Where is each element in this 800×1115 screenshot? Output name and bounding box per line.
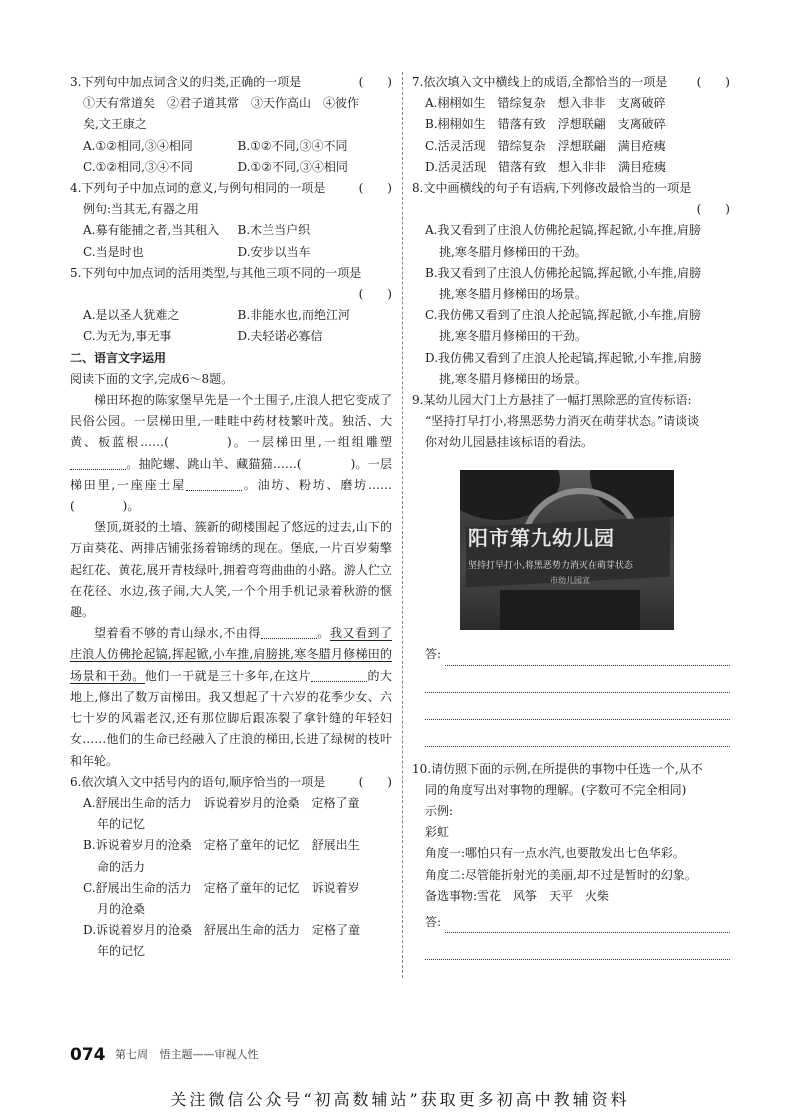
left-column <box>70 72 392 963</box>
question-3 <box>70 72 392 178</box>
q9-answer-line-4[interactable] <box>425 720 730 747</box>
q5-option-b: B.非能水也,而绝江河 <box>237 308 350 323</box>
promo-note: 关注微信公众号“初高数辅站”获取更多初高中教辅资料 <box>170 1090 630 1109</box>
q10-angle-2: 角度二:尽管能折射光的美丽,却不过是暂时的幻象。 <box>425 867 697 882</box>
q5-option-c: C.为无为,事无事 <box>83 329 172 344</box>
q9-answer-label: 答: <box>425 647 442 662</box>
q10-angle-1: 角度一:哪怕只有一点水汽,也要散发出七色华彩。 <box>425 846 685 861</box>
q4-answer-paren: ( ) <box>358 181 392 196</box>
blank-4 <box>311 667 367 682</box>
q5-option-d: D.夫轻诺必寡信 <box>237 329 323 344</box>
q10-stem-line-1: 10.请仿照下面的示例,在所提供的事物中任选一个,从不 <box>412 761 703 776</box>
photo-sign-name: 阳市第九幼儿园 <box>468 525 615 550</box>
q7-answer-paren: ( ) <box>696 75 730 89</box>
passage-paragraph-3: 望着看不够的青山绿水,不由得 。我又看到了庄浪人仿佛抡起镐,挥起锨,小车推,肩膀挑,寒冬腊月修梯田的场景和干劲。他们一干就是三十多年,在这片 的大地上,修出了数万亩梯田。我又想起了十六岁的花季少女、六七十岁的风霜老汉,还有那位脚后跟冻裂了拿针缝的年轻妇女……他们的生命已经融入了庄浪的梯田,长进了绿树的枝叶和年轮。 <box>70 626 392 768</box>
question-8: 8.文中画横线的句子有语病,下列修改最恰当的一项是 ( ) A.我又看到了庄浪人仿佛抡起镐,挥起锨,小车推,肩膀 挑,寒冬腊月修梯田的干劲。 B.我又看到了庄浪人仿佛抡起镐,挥起锨,小车推,肩膀 挑,寒冬腊月修梯田的场景。 C.我仿佛又看到了庄浪人抡起镐,挥起锨,小车推,肩膀 挑,寒冬腊月修梯田的干劲。 D.我仿佛又看到了庄浪人抡起镐,挥起锨,小车推,肩膀 挑,寒冬腊月修梯田的场景。 <box>412 178 730 390</box>
page-footer <box>70 1045 259 1065</box>
question-5 <box>70 263 392 348</box>
q9-stem-line-1: 9.某幼儿园大门上方悬挂了一幅打黑除恶的宣传标语: <box>412 393 692 408</box>
q7-option-b: B.栩栩如生 错落有致 浮想联翩 支离破碎 <box>425 117 666 132</box>
footer-theme: 悟主题——审视人性 <box>159 1048 259 1061</box>
q8-option-b: B.我又看到了庄浪人仿佛抡起镐,挥起锨,小车推,肩膀 <box>425 265 702 280</box>
q8-option-c: C.我仿佛又看到了庄浪人抡起镐,挥起锨,小车推,肩膀 <box>425 308 702 323</box>
q4-option-a: A.募有能捕之者,当其租入 <box>83 223 220 238</box>
question-7 <box>412 72 730 178</box>
q4-example: 例句:当其无,有器之用 <box>83 202 199 217</box>
q5-answer-paren: ( ) <box>358 287 392 302</box>
q8-option-a: A.我又看到了庄浪人仿佛抡起镐,挥起锨,小车推,肩膀 <box>425 223 701 238</box>
q3-line-2: 矣,文王康之 <box>83 117 147 132</box>
q8-option-d: D.我仿佛又看到了庄浪人抡起镐,挥起锨,小车推,肩膀 <box>425 350 702 365</box>
q3-option-b: B.①②不同,③④不同 <box>237 138 348 153</box>
reading-passage <box>70 390 392 772</box>
q3-option-d: D.①②不同,③④相同 <box>237 159 348 174</box>
question-4 <box>70 178 392 263</box>
blank-1 <box>70 455 126 470</box>
q8-stem: 8.文中画横线的句子有语病,下列修改最恰当的一项是 <box>412 181 692 196</box>
footer-week: 第七周 <box>115 1048 148 1061</box>
q10-choices: 备选事物:雪花 风筝 天平 火柴 <box>425 888 610 903</box>
q3-option-c: C.①②相同,③④不同 <box>83 159 193 174</box>
photo-sign-footer: 市幼儿园宣 <box>550 575 590 585</box>
q7-option-a: A.栩栩如生 错综复杂 想入非非 支离破碎 <box>425 96 666 111</box>
blank-2 <box>186 476 242 491</box>
q4-option-d: D.安步以当车 <box>237 244 311 259</box>
q4-stem: 4.下列句子中加点词的意义,与例句相同的一项是 <box>70 181 326 196</box>
q3-line-1: ①天有常道矣 ②君子道其常 ③天作高山 ④彼作 <box>83 96 360 111</box>
q9-answer-line-3[interactable] <box>425 693 730 720</box>
q5-option-a: A.是以圣人犹难之 <box>83 308 180 323</box>
column-separator <box>402 72 403 978</box>
q7-option-c: C.活灵活现 错综复杂 浮想联翩 满目疮痍 <box>425 138 666 153</box>
q7-stem: 7.依次填入文中横线上的成语,全都恰当的一项是 <box>412 75 668 89</box>
question-9 <box>412 390 730 747</box>
q7-option-d: D.活灵活现 错落有致 想入非非 满目疮痍 <box>425 159 667 174</box>
page-number: 074 <box>70 1045 106 1065</box>
q6-stem: 6.依次填入文中括号内的语句,顺序恰当的一项是 <box>70 774 326 789</box>
q6-answer-paren: ( ) <box>358 774 392 789</box>
section-2-title: 二、语言文字运用 <box>70 350 167 365</box>
q8-answer-paren: ( ) <box>696 202 730 217</box>
q3-option-a: A.①②相同,③④相同 <box>83 138 193 153</box>
q10-answer-label: 答: <box>425 914 442 929</box>
q9-answer-line-2[interactable] <box>425 666 730 693</box>
right-column <box>412 72 730 960</box>
q9-stem-line-2: “坚持打早打小,将黑恶势力消灭在萌芽状态。”请谈谈 <box>425 414 700 429</box>
photo-sign-slogan: 坚持打早打小,将黑恶势力消灭在萌芽状态 <box>468 560 633 571</box>
blank-3 <box>261 624 317 639</box>
q6-option-b: B.诉说着岁月的沧桑 定格了童年的记忆 舒展出生 <box>83 838 360 853</box>
q6-option-c: C.舒展出生命的活力 定格了童年的记忆 诉说着岁 <box>83 880 360 895</box>
q10-answer-line[interactable] <box>412 907 730 933</box>
q10-answer-line-2[interactable] <box>425 933 730 960</box>
underlined-sentence: 我又看到了庄浪人仿佛抡起镐,挥起锨,小车推,肩膀挑,寒冬腊月修梯田的场景和干劲。 <box>70 626 392 683</box>
q4-option-b: B.木兰当户织 <box>237 223 311 238</box>
q6-option-a: A.舒展出生命的活力 诉说着岁月的沧桑 定格了童 <box>83 795 360 810</box>
kindergarten-gate-photo <box>460 470 674 630</box>
question-10 <box>412 759 730 960</box>
q5-stem: 5.下列句中加点词的活用类型,与其他三项不同的一项是 <box>70 265 362 280</box>
question-6: 6.依次填入文中括号内的语句,顺序恰当的一项是 ( ) A.舒展出生命的活力 诉说着岁月的沧桑 定格了童 年的记忆 B.诉说着岁月的沧桑 定格了童年的记忆 舒展出生 命的活力 C.舒展出生命的活力 定格了童年的记忆 诉说着岁 月的沧桑 D.诉说着岁月的沧桑 舒展出生命的活力 定格了童 年的记忆 <box>70 772 392 963</box>
q9-answer-line[interactable] <box>412 640 730 666</box>
q3-stem: 3.下列句中加点词含义的归类,正确的一项是 <box>70 75 302 89</box>
section-2-intro: 阅读下面的文字,完成6～8题。 <box>70 371 234 386</box>
q10-stem-line-2: 同的角度写出对事物的理解。(字数可不完全相同) <box>425 782 687 797</box>
q10-example-item: 彩虹 <box>425 825 450 840</box>
q4-option-c: C.当是时也 <box>83 244 144 259</box>
passage-paragraph-2: 堡顶,斑驳的土墙、簇新的砌楼围起了悠远的过去,山下的万亩葵花、两排店铺张扬着锦绣的现在。堡底,一片百岁菊擎起红花、黄花,展开青枝绿叶,拥着弯弯曲曲的小路。游人伫立在花径、水边,孩子闹,大人笑,一个个用手机记录着秋游的惬趣。 <box>70 520 392 620</box>
q6-option-d: D.诉说着岁月的沧桑 舒展出生命的活力 定格了童 <box>83 923 361 938</box>
passage-paragraph-1: 梯田环抱的陈家堡早先是一个土围子,庄浪人把它变成了民俗公园。一层梯田里,一畦畦中药材枝繁叶茂。独活、大黄、板蓝根……( )。一层梯田里,一组组雕塑。抽陀螺、跳山羊、藏猫猫……( )。一层梯田里,一座座土屋 。油坊、粉坊、磨坊……( )。 <box>70 393 392 514</box>
q10-example-label: 示例: <box>425 804 454 819</box>
q3-answer-paren: ( ) <box>358 75 392 89</box>
q9-stem-line-3: 你对幼儿园悬挂该标语的看法。 <box>425 435 594 450</box>
